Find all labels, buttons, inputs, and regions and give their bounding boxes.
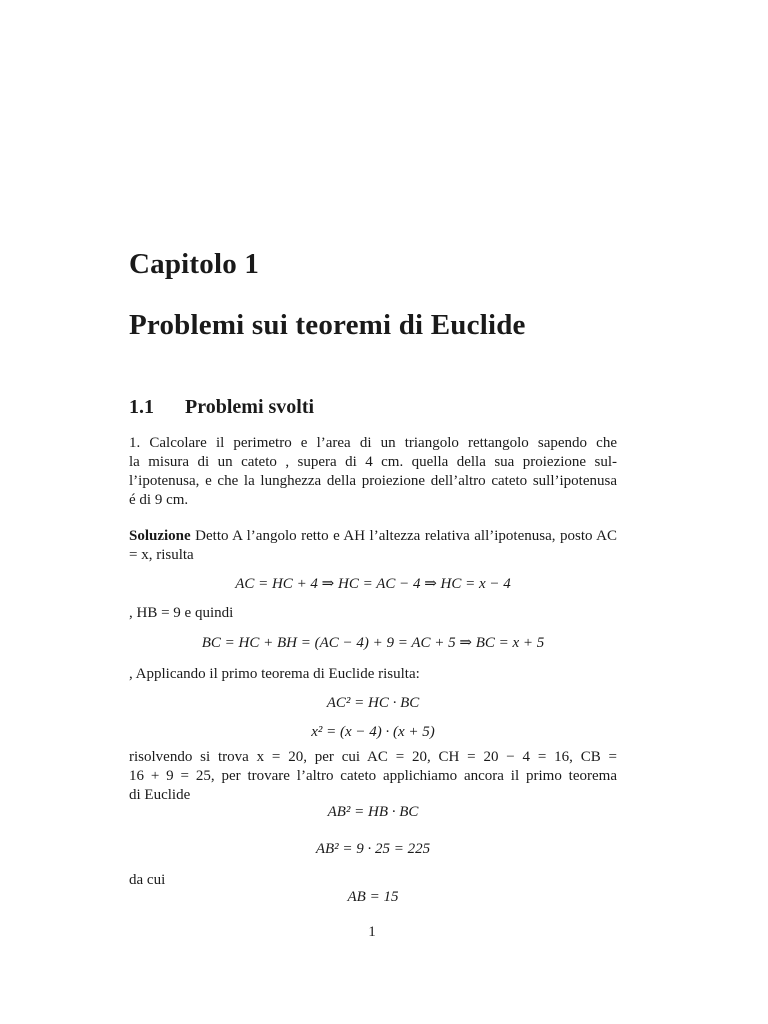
equation-4-text: x² = (x − 4) · (x + 5) — [311, 724, 435, 740]
solution-label: Soluzione — [129, 528, 191, 544]
resolution-paragraph — [129, 748, 617, 805]
section-heading — [129, 396, 314, 419]
equation-7 — [129, 888, 617, 907]
chapter-label: Capitolo 1 — [129, 248, 260, 280]
da-cui-text: da cui — [129, 872, 166, 888]
equation-5-text: AB² = HB · BC — [327, 804, 419, 820]
section-number: 1.1 — [129, 396, 154, 418]
equation-7-text: AB = 15 — [347, 889, 399, 905]
after-equation-1: , HB = 9 e quindi — [129, 605, 234, 621]
equation-1-text: AC = HC + 4 ⇒ HC = AC − 4 ⇒ HC = x − 4 — [235, 576, 511, 592]
solution-intro-text: Detto A l’angolo retto e AH l’altezza relativa all’ipotenusa, posto AC = x, risulta — [129, 528, 617, 563]
page-number: 1 — [368, 924, 376, 940]
equation-6-text: AB² = 9 · 25 = 225 — [315, 841, 431, 857]
problem-line: 1. Calcolare il perimetro e l’area di un triangolo rettangolo sapendo che — [129, 435, 617, 451]
problem-statement — [129, 434, 617, 510]
equation-3-text: AC² = HC · BC — [326, 695, 420, 711]
equation-5 — [129, 803, 617, 822]
section-title: Problemi svolti — [185, 396, 315, 418]
resolution-line: risolvendo si trova x = 20, per cui AC = 20, CH = 20 − 4 = 16, CB = — [129, 749, 617, 765]
equation-2-text: BC = HC + BH = (AC − 4) + 9 = AC + 5 ⇒ BC = x + 5 — [201, 635, 545, 651]
equation-1 — [129, 575, 617, 594]
problem-line: é di 9 cm. — [129, 492, 189, 508]
solution-intro — [129, 527, 617, 565]
resolution-line: 16 + 9 = 25, per trovare l’altro cateto applichiamo ancora il primo teorema — [129, 768, 617, 784]
problem-line: l’ipotenusa, e che la lunghezza della proiezione dell’altro cateto sull’ipotenusa — [129, 473, 617, 489]
resolution-line: di Euclide — [129, 787, 191, 803]
chapter-title: Problemi sui teoremi di Euclide — [129, 309, 526, 341]
problem-line: la misura di un cateto , supera di 4 cm. quella della sua proiezione sul- — [129, 454, 617, 470]
equation-6 — [129, 840, 617, 859]
equation-2 — [129, 634, 617, 653]
equation-3 — [129, 694, 617, 713]
equation-4 — [129, 723, 617, 742]
after-equation-2: , Applicando il primo teorema di Euclide risulta: — [129, 666, 420, 682]
